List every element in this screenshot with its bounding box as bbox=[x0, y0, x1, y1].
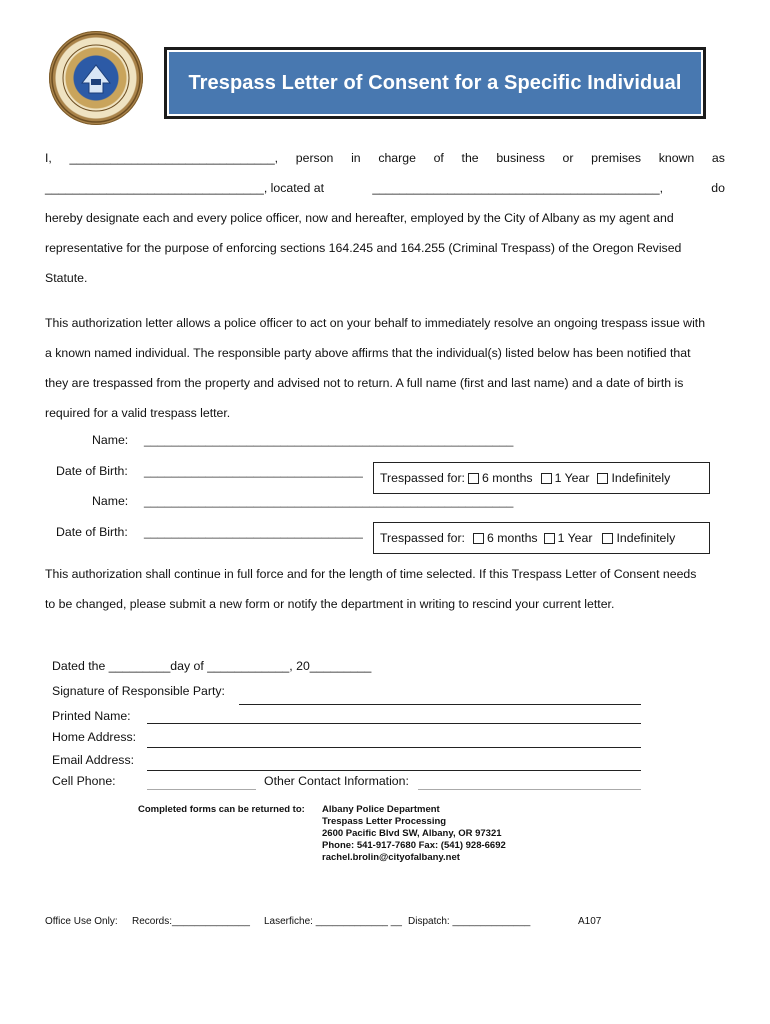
option-indefinitely-label: Indefinitely bbox=[616, 531, 676, 545]
title-frame bbox=[164, 47, 706, 119]
authorization-line-3: they are trespassed from the property and advised not to return. A full name (first and last name) and a date of birth is bbox=[45, 376, 684, 390]
individual-2-dob-field[interactable]: ________________________________ bbox=[144, 525, 363, 539]
home-address-label: Home Address: bbox=[52, 730, 137, 744]
form-code: A107 bbox=[578, 916, 602, 927]
option-6-months-label: 6 months bbox=[486, 531, 538, 545]
designation-paragraph bbox=[45, 143, 725, 293]
trespassed-for-label: Trespassed for: bbox=[380, 471, 465, 485]
responsible-party-name-blank[interactable]: ______________________________, bbox=[69, 151, 279, 165]
designation-word: known bbox=[658, 151, 695, 165]
return-line: Trespass Letter Processing bbox=[322, 816, 447, 827]
email-label: Email Address: bbox=[52, 753, 135, 767]
home-address-line[interactable] bbox=[147, 747, 641, 748]
authorization-line-1: This authorization letter allows a police officer to act on your behalf to immediately resolve an ongoing trespass issue with bbox=[45, 316, 706, 330]
individual-1-dob-field[interactable]: ________________________________ bbox=[144, 464, 363, 478]
individual-1-dob-label: Date of Birth: bbox=[56, 464, 128, 478]
return-address-block bbox=[322, 804, 506, 864]
option-indefinitely-label: Indefinitely bbox=[611, 471, 671, 485]
authorization-line-2: a known named individual. The responsible party above affirms that the individual(s) listed below has been notified that bbox=[45, 346, 691, 360]
other-contact-line[interactable] bbox=[418, 789, 641, 790]
business-name-blank: ________________________________, located at bbox=[45, 181, 325, 195]
police-seal-logo bbox=[49, 31, 143, 125]
return-label: Completed forms can be returned to: bbox=[138, 804, 305, 815]
designation-word: the bbox=[461, 151, 479, 165]
duration-line-2: to be changed, please submit a new form or notify the department in writing to rescind your current letter. bbox=[45, 597, 615, 611]
duration-paragraph bbox=[45, 559, 725, 619]
return-line: Phone: 541-917-7680 Fax: (541) 928-6692 bbox=[322, 840, 506, 851]
individual-2-trespass-box bbox=[373, 522, 710, 554]
designation-word: charge bbox=[378, 151, 416, 165]
cell-phone-line[interactable] bbox=[147, 789, 256, 790]
checkbox-indefinitely[interactable] bbox=[597, 473, 608, 484]
return-line: 2600 Pacific Blvd SW, Albany, OR 97321 bbox=[322, 828, 502, 839]
individual-1-name-label: Name: bbox=[92, 433, 129, 447]
laserfiche-field[interactable]: Laserfiche: _____________ __ bbox=[264, 916, 402, 927]
email-line[interactable] bbox=[147, 770, 641, 771]
individual-1-trespass-box bbox=[373, 462, 710, 494]
duration-line-1: This authorization shall continue in full force and for the length of time selected. If this Trespass Letter of Consent needs bbox=[45, 567, 697, 581]
designation-line-1 bbox=[45, 143, 725, 173]
dated-line[interactable]: Dated the _________day of ____________, 20_________ bbox=[52, 659, 372, 673]
option-6-months-label: 6 months bbox=[481, 471, 533, 485]
return-email[interactable]: rachel.brolin@cityofalbany.net bbox=[322, 852, 460, 863]
checkbox-indefinitely[interactable] bbox=[602, 533, 613, 544]
authorization-line-4: required for a valid trespass letter. bbox=[45, 406, 231, 420]
dispatch-field[interactable]: Dispatch: ______________ bbox=[408, 916, 531, 927]
other-contact-label: Other Contact Information: bbox=[264, 774, 409, 788]
printed-name-label: Printed Name: bbox=[52, 709, 131, 723]
seal-emblem-icon bbox=[49, 31, 143, 125]
designation-word: do bbox=[711, 181, 725, 195]
designation-word: business bbox=[496, 151, 545, 165]
designation-word: premises bbox=[591, 151, 642, 165]
checkbox-6-months[interactable] bbox=[473, 533, 484, 544]
designation-line-3: hereby designate each and every police officer, now and hereafter, employed by the City of Albany as my agent and bbox=[45, 211, 674, 225]
return-line: Albany Police Department bbox=[322, 804, 440, 815]
designation-word: or bbox=[562, 151, 574, 165]
designation-word: of bbox=[433, 151, 444, 165]
option-1-year-label: 1 Year bbox=[554, 471, 590, 485]
designation-word: I, bbox=[45, 151, 52, 165]
designation-word: person bbox=[295, 151, 334, 165]
individual-1-name-field[interactable]: ______________________________________________________ bbox=[144, 433, 514, 447]
printed-name-line[interactable] bbox=[147, 723, 641, 724]
individual-2-dob-label: Date of Birth: bbox=[56, 525, 128, 539]
checkbox-1-year[interactable] bbox=[541, 473, 552, 484]
signature-label: Signature of Responsible Party: bbox=[52, 684, 225, 698]
designation-line-5: Statute. bbox=[45, 271, 88, 285]
location-blank: __________________________________________, bbox=[372, 181, 663, 195]
cell-phone-label: Cell Phone: bbox=[52, 774, 116, 788]
records-field[interactable]: Records:______________ bbox=[132, 916, 250, 927]
designation-word: as bbox=[711, 151, 725, 165]
checkbox-1-year[interactable] bbox=[544, 533, 555, 544]
individual-2-name-label: Name: bbox=[92, 494, 129, 508]
page-title: Trespass Letter of Consent for a Specific Individual bbox=[169, 52, 701, 114]
trespassed-for-label: Trespassed for: bbox=[380, 531, 465, 545]
signature-line[interactable] bbox=[239, 704, 641, 705]
authorization-paragraph bbox=[45, 308, 725, 428]
checkbox-6-months[interactable] bbox=[468, 473, 479, 484]
office-use-label: Office Use Only: bbox=[45, 916, 118, 927]
option-1-year-label: 1 Year bbox=[557, 531, 593, 545]
designation-line-2 bbox=[45, 173, 725, 203]
designation-word: in bbox=[351, 151, 361, 165]
designation-line-4: representative for the purpose of enforcing sections 164.245 and 164.255 (Criminal Trespass) of the Oregon Revised bbox=[45, 241, 682, 255]
individual-2-name-field[interactable]: ______________________________________________________ bbox=[144, 494, 514, 508]
